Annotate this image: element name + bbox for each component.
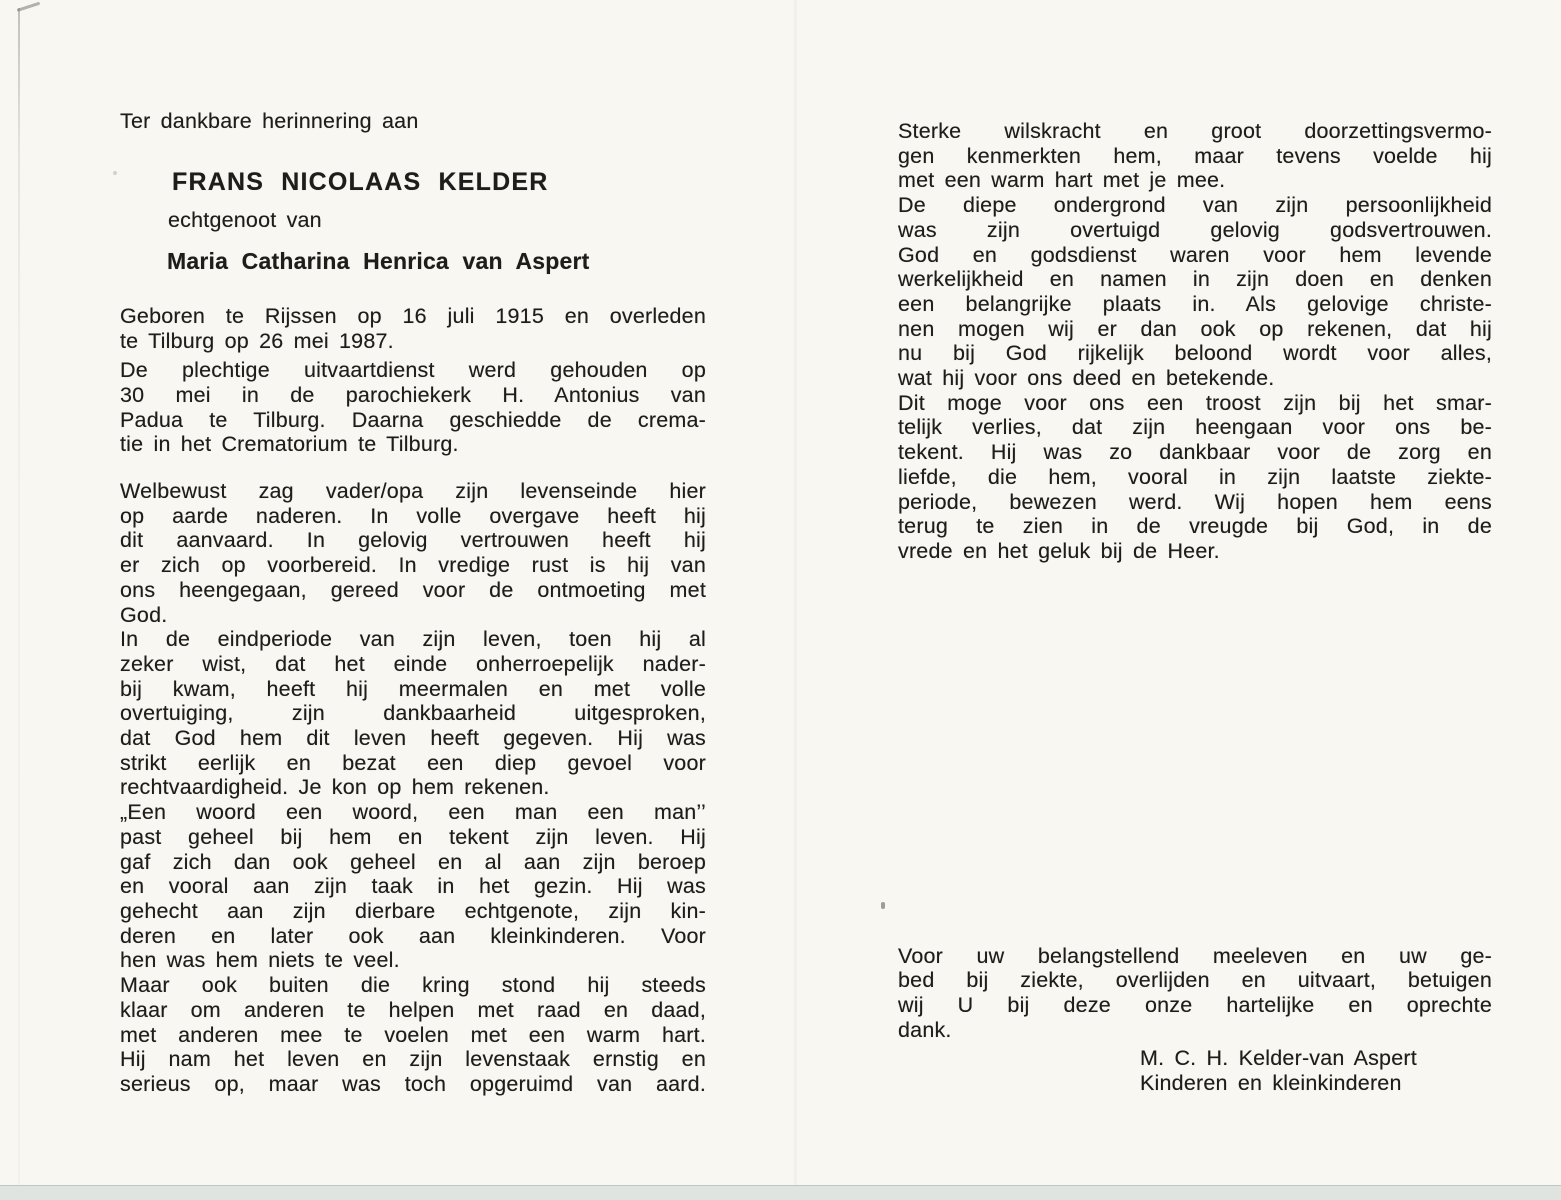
life-passage-1 (120, 479, 706, 627)
thanks-passage (898, 944, 1492, 1043)
character-passage-line: Dit moge voor ons een troost zijn bij het smar- (898, 390, 1492, 415)
character-passage-line: was zijn overtuigd gelovig godsvertrouwen. (898, 217, 1492, 242)
life-passage-1-line: dit aanvaard. In gelovig vertrouwen heeft hij (120, 528, 706, 553)
life-passage-3-line: „Een woord een woord, een man een man’’ (120, 800, 706, 825)
life-passage-4-line: Hij nam het leven en zijn levenstaak ernstig en (120, 1047, 706, 1072)
character-passage-line: periode, bewezen werd. Wij hopen hem eens (898, 489, 1492, 514)
life-passage-2-line: bij kwam, heeft hij meermalen en met volle (120, 676, 706, 701)
character-passage-line: nen mogen wij er dan ook op rekenen, dat hij (898, 316, 1492, 341)
character-passage-line: nu bij God rijkelijk beloond wordt voor alles, (898, 341, 1492, 366)
scan-bottom-edge-strip (0, 1185, 1561, 1200)
character-passage-line: vrede en het geluk bij de Heer. (898, 538, 1220, 563)
corner-crease-mark (17, 2, 41, 12)
life-passage-4-line: Maar ook buiten die kring stond hij steeds (120, 973, 706, 998)
character-passage-line: tekent. Hij was zo dankbaar voor de zorg en (898, 440, 1492, 465)
funeral-service-line: De plechtige uitvaartdienst werd gehouden op (120, 358, 706, 383)
life-passage-1-line: ons heengegaan, gereed voor de ontmoeting met (120, 577, 706, 602)
life-passage-1-line: er zich op voorbereid. In vredige rust is hij van (120, 553, 706, 578)
life-passage-3-line: gehecht aan zijn dierbare echtgenote, zijn kin- (120, 898, 706, 923)
signature-line: Kinderen en kleinkinderen (1140, 1071, 1402, 1096)
life-passage-4-line: klaar om anderen te helpen met raad en daad, (120, 997, 706, 1022)
birth-death-line: Geboren te Rijssen op 16 juli 1915 en overleden (120, 303, 706, 328)
thanks-passage-line: bed bij ziekte, overlijden en uitvaart, betuigen (898, 968, 1492, 993)
deceased-name (120, 167, 706, 196)
life-passage-3-line: hen was hem niets te veel. (120, 948, 400, 973)
funeral-service-line: 30 mei in de parochiekerk H. Antonius van (120, 382, 706, 407)
life-passage-2 (120, 627, 706, 800)
life-passage-2-line: dat God hem dit leven heeft gegeven. Hij was (120, 726, 706, 751)
scan-paper-edge (18, 8, 20, 1186)
character-passage-line: terug te zien in de vreugde bij God, in de (898, 514, 1492, 539)
thanks-passage-line: dank. (898, 1017, 952, 1042)
relation (120, 208, 706, 233)
thanks-passage-line: Voor uw belangstellend meeleven en uw ge- (898, 943, 1492, 968)
life-passage-1-line: God. (120, 602, 168, 627)
life-passage-2-line: In de eindperiode van zijn leven, toen hij al (120, 627, 706, 652)
spouse-name (120, 249, 706, 274)
birth-death (120, 304, 706, 353)
character-passage-line: God en godsdienst waren voor hem levende (898, 242, 1492, 267)
life-passage-1-line: Welbewust zag vader/opa zijn levenseinde hier (120, 479, 706, 504)
life-passage-2-line: rechtvaardigheid. Je kon op hem rekenen. (120, 775, 550, 800)
funeral-service-line: Padua te Tilburg. Daarna geschiedde de crema- (120, 407, 706, 432)
relation-line: echtgenoot van (168, 208, 322, 233)
character-passage-line: werkelijkheid en namen in zijn doen en denken (898, 267, 1492, 292)
card-fold-line (794, 0, 797, 1186)
character-passage-line: een belangrijke plaats in. Als gelovige christe- (898, 291, 1492, 316)
funeral-service-line: tie in het Crematorium te Tilburg. (120, 432, 459, 457)
life-passage-3-line: gaf zich dan ook geheel en al aan zijn beroep (120, 849, 706, 874)
life-passage-3-line: en vooral aan zijn taak in het gezin. Hij was (120, 874, 706, 899)
character-passage (898, 119, 1492, 564)
signature (898, 1046, 1492, 1095)
right-page-text-column (898, 119, 1492, 1096)
character-passage-line: Sterke wilskracht en groot doorzettingsvermo- (898, 119, 1492, 143)
life-passage-3-line: past geheel bij hem en tekent zijn leven. Hij (120, 824, 706, 849)
character-passage-line: gen kenmerkten hem, maar tevens voelde hij (898, 143, 1492, 168)
life-passage-4-line: serieus op, maar was toch opgeruimd van aard. (120, 1071, 706, 1096)
character-passage-line: met een warm hart met je mee. (898, 168, 1226, 193)
life-passage-2-line: strikt eerlijk en bezat een diep gevoel voor (120, 750, 706, 775)
dedication (120, 109, 706, 134)
scan-speck (881, 902, 885, 909)
signature-line: M. C. H. Kelder-van Aspert (1140, 1046, 1417, 1071)
thanks-passage-line: wij U bij deze onze hartelijke en oprechte (898, 993, 1492, 1018)
funeral-service (120, 358, 706, 457)
life-passage-3-line: deren en later ook aan kleinkinderen. Voor (120, 923, 706, 948)
left-page-text-column (120, 109, 706, 1097)
character-passage-line: liefde, die hem, vooral in zijn laatste ziekte- (898, 464, 1492, 489)
character-passage-line: telijk verlies, dat zijn heengaan voor ons be- (898, 415, 1492, 440)
life-passage-2-line: zeker wist, dat het einde onherroepelijk nader- (120, 651, 706, 676)
birth-death-line: te Tilburg op 26 mei 1987. (120, 328, 394, 353)
life-passage-4-line: met anderen mee te voelen met een warm hart. (120, 1022, 706, 1047)
life-passage-2-line: overtuiging, zijn dankbaarheid uitgesproken, (120, 701, 706, 726)
dedication-line: Ter dankbare herinnering aan (120, 109, 419, 133)
character-passage-line: wat hij voor ons deed en betekende. (898, 366, 1275, 391)
deceased-name-line: FRANS NICOLAAS KELDER (172, 167, 549, 196)
spouse-name-line: Maria Catharina Henrica van Aspert (167, 248, 590, 275)
character-passage-line: De diepe ondergrond van zijn persoonlijkheid (898, 193, 1492, 218)
life-passage-1-line: op aarde naderen. In volle overgave heeft hij (120, 503, 706, 528)
life-passage-4 (120, 973, 706, 1097)
life-passage-3 (120, 800, 706, 973)
scan-speck (113, 171, 117, 175)
